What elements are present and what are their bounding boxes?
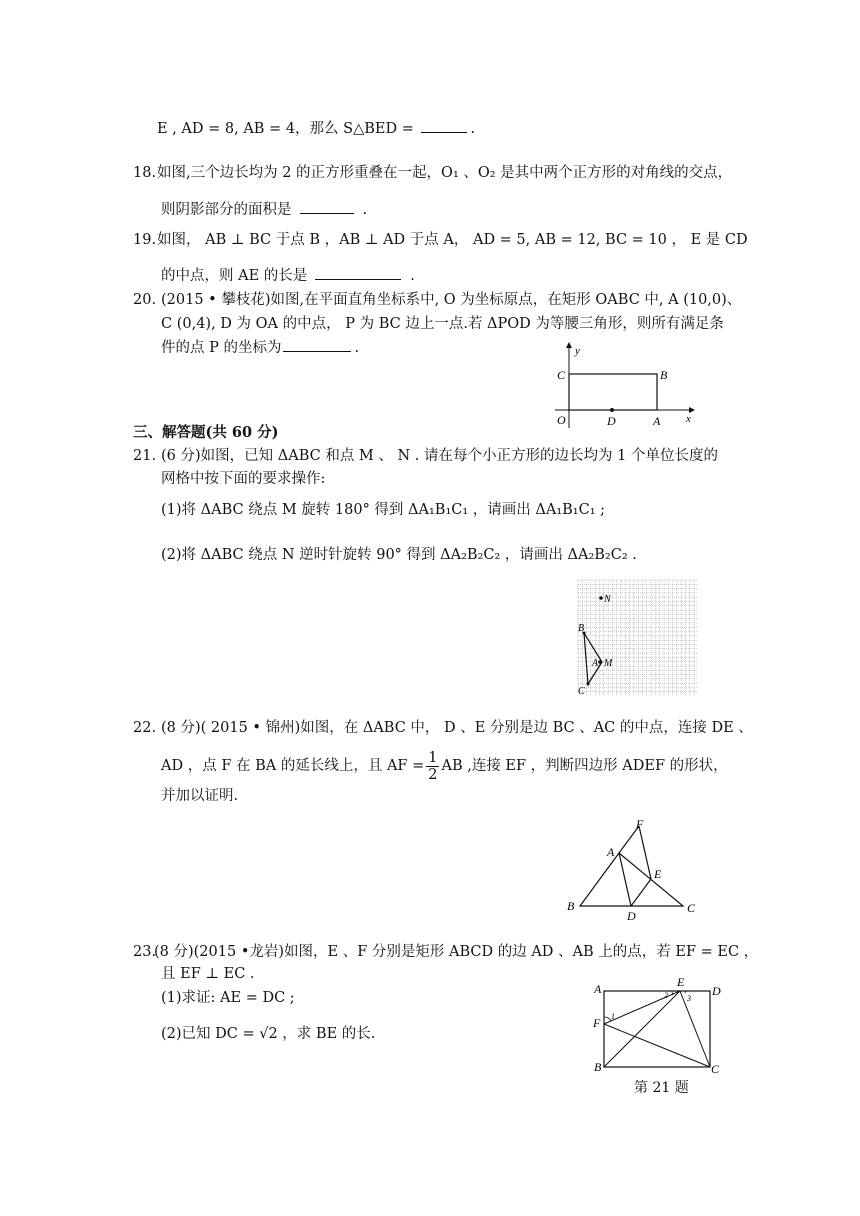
q20-line2: C (0,4), D 为 OA 的中点， P 为 BC 边上一点.若 ΔPOD 为等腰三角形，则所有满足条 <box>161 316 724 332</box>
fig23-angle-3: 3 <box>687 994 691 1003</box>
q17-end: . <box>470 121 476 137</box>
q23-line4: (2)已知 DC = √2 ，求 BE 的长. <box>161 1026 376 1042</box>
fig23-angle-1: 1 <box>611 1012 615 1021</box>
q18-prompt: 则阴影部分的面积是 <box>161 202 292 218</box>
q18-number: 18. <box>133 165 157 181</box>
figure-q21-grid <box>578 580 698 696</box>
q19-line2 <box>161 265 415 286</box>
q22-line2 <box>161 748 728 784</box>
fig21-label-B: B <box>578 623 585 634</box>
q23-line1: (8 分)(2015 •龙岩)如图，E 、F 分别是矩形 ABCD 的边 AD 、AB 上的点，若 EF = EC ， <box>154 944 759 960</box>
q18-line1: 如图,三个边长均为 2 的正方形重叠在一起，O₁ 、O₂ 是其中两个正方形的对角线的交点， <box>157 165 733 181</box>
q19-answer-blank[interactable] <box>315 265 401 280</box>
fig21-label-N: N <box>604 594 611 605</box>
fig20-label-A: A <box>653 414 661 428</box>
q19-end: . <box>410 268 415 284</box>
q18-line2 <box>161 199 367 220</box>
q22-line2-a: AD ，点 F 在 BA 的延长线上，且 AF = <box>161 758 425 774</box>
fig22-label-F: F <box>636 817 644 831</box>
q17-answer-blank[interactable] <box>421 118 467 133</box>
q17-text: E , AD = 8, AB = 4，那么 S△BED = <box>157 121 419 137</box>
fig20-label-C: C <box>557 368 566 382</box>
q20-prompt: 件的点 P 的坐标为 <box>161 340 282 356</box>
fig20-label-D: D <box>607 414 616 428</box>
figure-q22-triangle <box>565 818 705 922</box>
fig21-label-A: A <box>592 658 599 669</box>
fig23-label-A: A <box>594 982 602 996</box>
fig23-angle-2: 2 <box>664 991 668 1000</box>
fig23-label-F: F <box>593 1016 601 1030</box>
q23-line2: 且 EF ⊥ EC . <box>161 966 255 982</box>
q22-line2-b: AB ,连接 EF ，判断四边形 ADEF 的形状， <box>441 758 728 774</box>
q17-tail <box>157 118 475 139</box>
fig20-label-B: B <box>660 368 668 382</box>
q20-end: . <box>354 340 360 356</box>
fig22-label-E: E <box>654 867 662 881</box>
q21-number: 21. <box>133 448 157 464</box>
fig23-caption: 第 21 题 <box>634 1080 689 1096</box>
fig22-label-C: C <box>687 901 696 915</box>
figure-q23-rectangle <box>590 975 720 1075</box>
q19-prompt: 的中点，则 AE 的长是 <box>161 268 308 284</box>
q18-end: . <box>362 202 368 218</box>
q21-line4: (2)将 ΔABC 绕点 N 逆时针旋转 90° 得到 ΔA₂B₂C₂ ，请画出 ΔA₂B₂C₂ . <box>161 547 637 563</box>
q21-line1: (6 分)如图，已知 ΔABC 和点 M 、 N . 请在每个小正方形的边长均为 1 个单位长度的 <box>161 448 718 464</box>
fig21-label-C: C <box>578 686 585 697</box>
q20-answer-blank[interactable] <box>283 337 351 352</box>
q22-frac-denominator: 2 <box>428 766 438 783</box>
fig22-label-B: B <box>567 899 575 913</box>
fig20-label-O: O <box>557 413 566 427</box>
q23-number: 23. <box>133 944 157 960</box>
q22-line3: 并加以证明. <box>161 788 239 804</box>
q23-line3: (1)求证: AE = DC ; <box>161 990 295 1006</box>
figure-q20-coordinate-rectangle <box>545 342 695 430</box>
q20-line1: (2015 • 攀枝花)如图,在平面直角坐标系中, O 为坐标原点，在矩形 OABC 中, A (10,0)、 <box>161 292 742 308</box>
q21-line3: (1)将 ΔABC 绕点 M 旋转 180° 得到 ΔA₁B₁C₁ ，请画出 ΔA₁B₁C₁ ; <box>161 502 606 518</box>
q18-answer-blank[interactable] <box>300 199 354 214</box>
fig22-label-A: A <box>607 845 615 859</box>
q20-number: 20. <box>133 292 157 308</box>
fig23-label-D: D <box>712 984 721 998</box>
q22-line1: (8 分)( 2015 • 锦州)如图，在 ΔABC 中， D 、E 分别是边 BC 、AC 的中点，连接 DE 、 <box>161 720 753 736</box>
fig20-label-x: x <box>686 413 691 425</box>
fig23-label-B: B <box>594 1060 602 1074</box>
fig21-label-M: M <box>604 658 613 669</box>
section-heading: 三、解答题(共 60 分) <box>133 424 279 441</box>
q19-line1: 如图， AB ⊥ BC 于点 B ，AB ⊥ AD 于点 A， AD = 5, AB = 12, BC = 10 ， E 是 CD <box>157 232 748 248</box>
fig22-label-D: D <box>627 909 636 923</box>
q21-line2: 网格中按下面的要求操作: <box>161 471 326 487</box>
fig23-label-E: E <box>677 975 685 989</box>
q19-number: 19. <box>133 232 157 248</box>
q22-frac-numerator: 1 <box>428 749 438 766</box>
fig23-label-C: C <box>711 1062 720 1076</box>
q22-number: 22. <box>133 720 157 736</box>
q22-fraction <box>426 750 439 783</box>
q20-line3 <box>161 337 359 358</box>
fig20-label-y: y <box>575 345 580 357</box>
